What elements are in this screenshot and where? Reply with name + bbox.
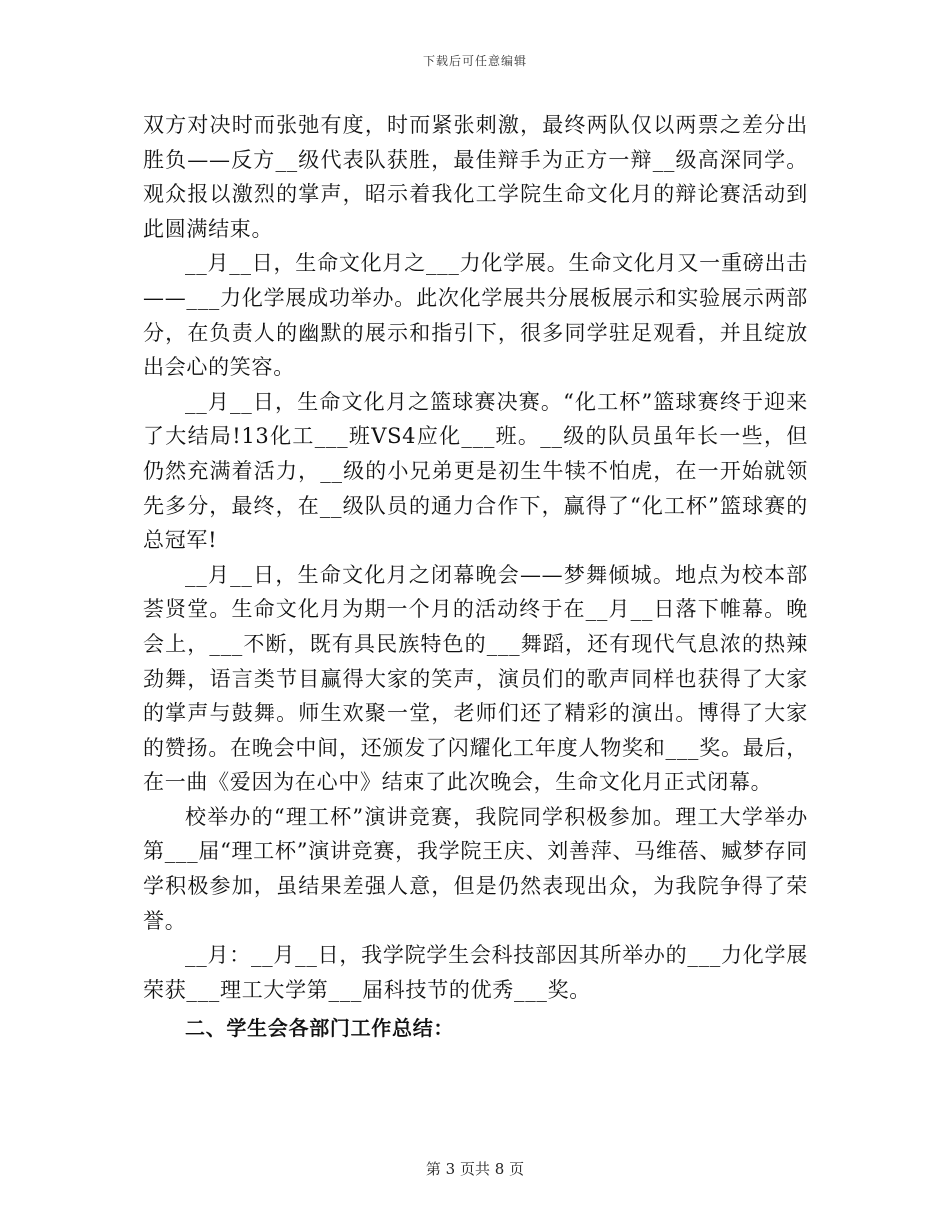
paragraph-science-award: __月：__月__日，我学院学生会科技部因其所举办的___力化学展荣获___理工大学第___届科技节的优秀___奖。 (143, 943, 808, 1002)
paragraph-basketball-final: __月__日，生命文化月之篮球赛决赛。“化工杯”篮球赛终于迎来了大结局!13化工___班VS4应化___班。__级的队员虽年长一些，但仍然充满着活力，__级的小兄弟更是初生牛犊不怕虎，在一开始就领先多分，最终，在__级队员的通力合作下，赢得了“化工杯”篮球赛的总冠军! (143, 389, 808, 553)
paragraph-closing-gala: __月__日，生命文化月之闭幕晚会——梦舞倾城。地点为校本部荟贤堂。生命文化月为期一个月的活动终于在__月__日落下帷幕。晚会上，___不断，既有具民族特色的___舞蹈，还有现代气息浓的热辣劲舞，语言类节目赢得大家的笑声，演员们的歌声同样也获得了大家的掌声与鼓舞。师生欢聚一堂，老师们还了精彩的演出。博得了大家的赞扬。在晚会中间，还颁发了闪耀化工年度人物奖和___奖。最后，在一曲《爱因为在心中》结束了此次晚会，生命文化月正式闭幕。 (143, 562, 808, 795)
paragraph-speech-contest: 校举办的“理工杯”演讲竞赛，我院同学积极参加。理工大学举办第___届“理工杯”演讲竞赛，我学院王庆、刘善萍、马维蓓、臧梦存同学积极参加，虽结果差强人意，但是仍然表现出众，为我院争得了荣誉。 (143, 804, 808, 933)
document-body (143, 108, 808, 1046)
page-header: 下载后可任意编辑 (422, 54, 527, 68)
section-heading: 二、学生会各部门工作总结： (185, 1016, 455, 1041)
paragraph-debate-conclusion: 双方对决时而张弛有度，时而紧张刺激，最终两队仅以两票之差分出胜负——反方__级代表队获胜，最佳辩手为正方一辩__级高深同学。观众报以激烈的掌声，昭示着我化工学院生命文化月的辩论赛活动到此圆满结束。 (143, 113, 808, 241)
page-number: 第 3 页共 8 页 (425, 1160, 525, 1178)
paragraph-chemistry-exhibition: __月__日，生命文化月之___力化学展。生命文化月又一重磅出击——___力化学展成功举办。此次化学展共分展板展示和实验展示两部分，在负责人的幽默的展示和指引下，很多同学驻足观看，并且绽放出会心的笑容。 (143, 251, 808, 380)
